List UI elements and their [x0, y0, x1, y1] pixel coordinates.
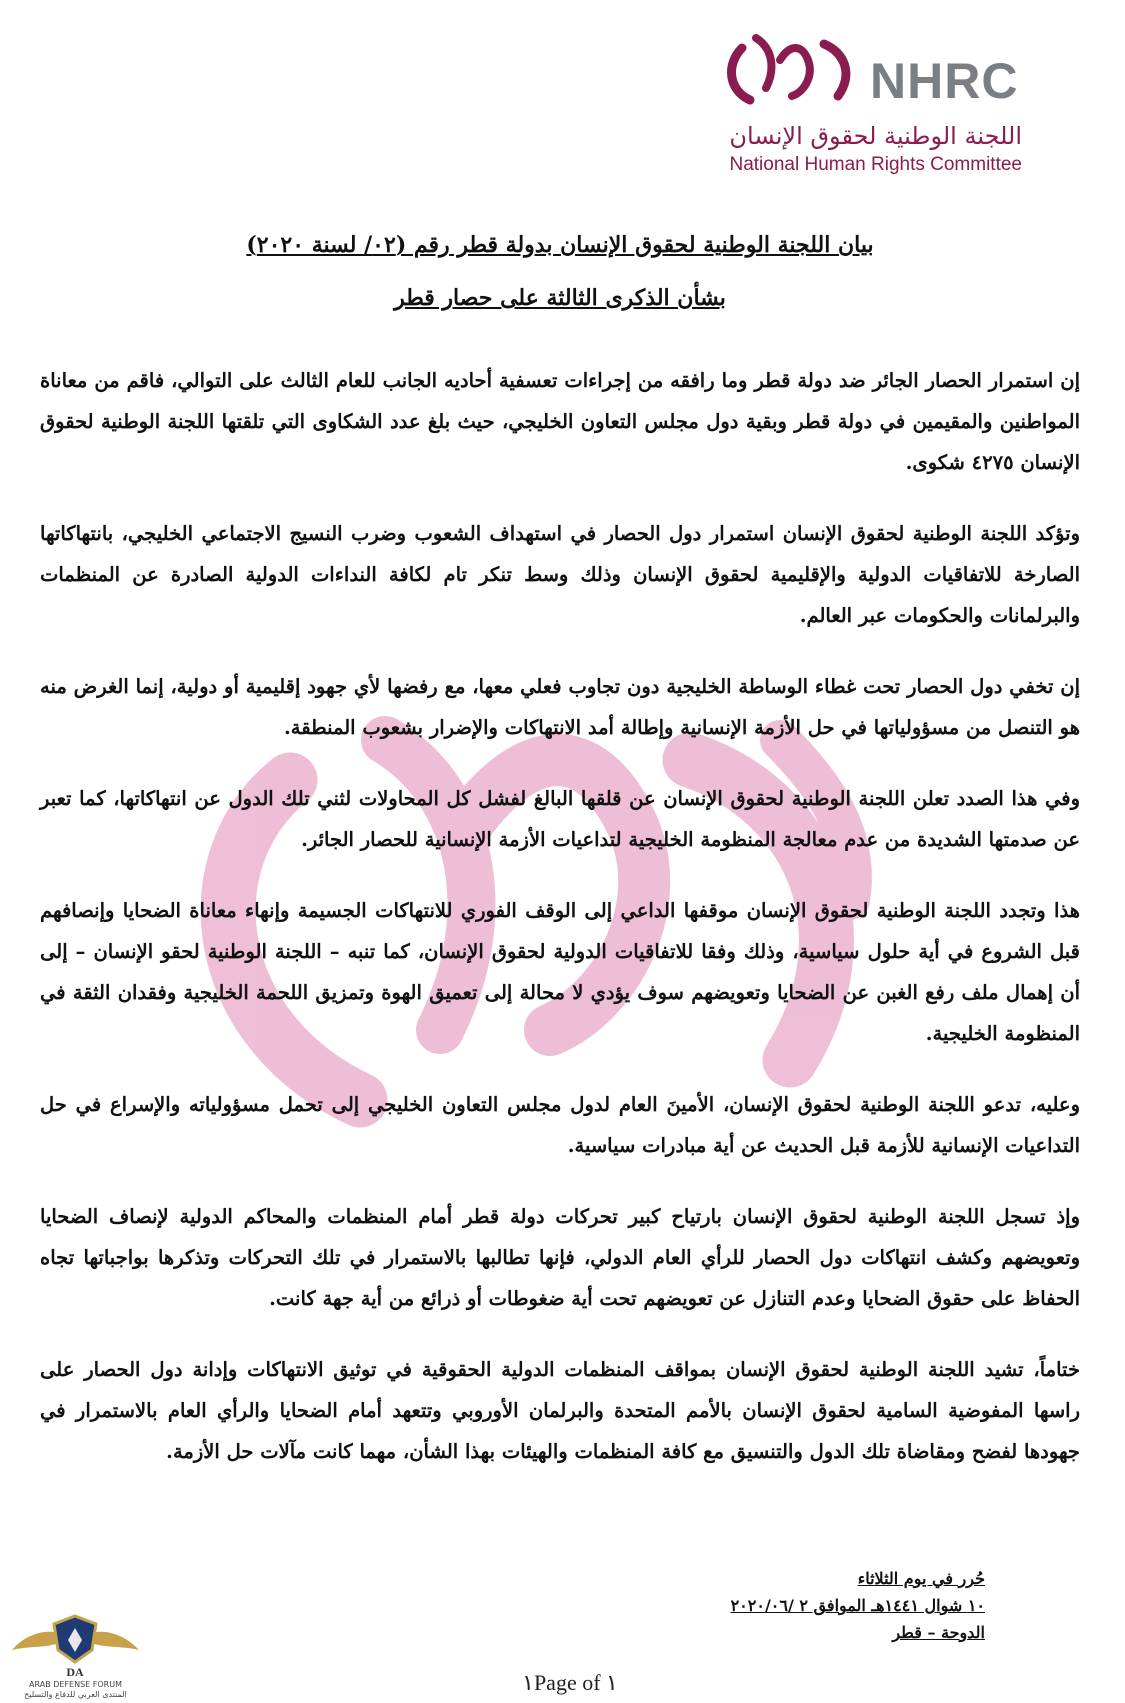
paragraph: وعليه، تدعو اللجنة الوطنية لحقوق الإنسان، الأمينَ العام لدول مجلس التعاون الخليجي إلى تحمل مسؤولياته والإسراع في حل التداعيات الإنسانية للأزمة قبل الحديث عن أية مبادرات سياسية.	[40, 1093, 1080, 1157]
signature-place: الدوحة – قطر	[892, 1623, 985, 1642]
forum-name-arabic: المنتدى العربي للدفاع والتسليح	[24, 1690, 127, 1699]
nhrc-ribbon-icon	[720, 30, 860, 108]
paragraph: وفي هذا الصدد تعلن اللجنة الوطنية لحقوق الإنسان عن قلقها البالغ لفشل كل المحاولات لثني تلك الدول عن انتهاكاتها، كما تعبر عن صدمتها الشديدة من عدم معالجة المنظومة الخليجية لتداعيات الأزمة الإنسانية للحصار الجائر.	[40, 787, 1080, 851]
signature-date: ١٠ شوال ١٤٤١هـ الموافق ٢ /٢٠٢٠/٠٦	[730, 1596, 985, 1615]
committee-name-arabic: اللجنة الوطنية لحقوق الإنسان	[729, 122, 1022, 150]
paragraph: وإذ تسجل اللجنة الوطنية لحقوق الإنسان بارتياح كبير تحركات دولة قطر أمام المنظمات والمحاكم الدولية لإنصاف الضحايا وتعويضهم وكشف انتهاكات دول الحصار للرأي العام الدولي، فإنها تطالبها بالاستمرار في تلك التحركات وتذكرها بواجباتها تجاه الحفاظ على حقوق الضحايا وعدم التنازل عن تعويضهم تحت أية ضغوطات أو ذرائع من أية جهة كانت.	[40, 1205, 1080, 1310]
forum-name-english: ARAB DEFENSE FORUM	[29, 1680, 122, 1689]
paragraph: ختاماً، تشيد اللجنة الوطنية لحقوق الإنسان بمواقف المنظمات الدولية الحقوقية في توثيق الانتهاكات وإدانة دول الحصار على راسها المفوضية السامية لحقوق الإنسان بالأمم المتحدة والبرلمان الأوروبي وتتعهد أمام الضحايا والرأي العام بالاستمرار في جهودها لفضح ومقاضاة تلك الدول والتنسيق مع كافة المنظمات والهيئات بهذا الشأن، مهما كانت مآلات حل الأزمة.	[40, 1358, 1080, 1463]
paragraph: هذا وتجدد اللجنة الوطنية لحقوق الإنسان موقفها الداعي إلى الوقف الفوري للانتهاكات الجسيمة وإنهاء معاناة الضحايا وإنصافهم قبل الشروع في أية حلول سياسية، وذلك وفقا للاتفاقيات الدولية لحقوق الإنسان، كما تنبه – اللجنة الوطنية لحقو الإنسان – إلى أن إهمال ملف رفع الغبن عن الضحايا وتعويضهم سوف يؤدي لا محالة إلى تعميق الهوة وتمزيق اللحمة الخليجية وفقدان الثقة في المنظومة الخليجية.	[40, 899, 1080, 1045]
header-logo	[720, 30, 1030, 180]
statement-body	[40, 360, 1080, 1502]
committee-name-english: National Human Rights Committee	[729, 154, 1022, 175]
forum-watermark-logo	[8, 1610, 143, 1703]
svg-text:DA: DA	[66, 1665, 84, 1679]
signature-block	[625, 1565, 985, 1646]
paragraph: وتؤكد اللجنة الوطنية لحقوق الإنسان استمرار دول الحصار في استهداف الشعوب وضرب النسيج الاجتماعي الخليجي، بانتهاكاتها الصارخة للاتفاقيات الدولية والإقليمية لحقوق الإنسان وذلك وسط تنكر تام لكافة النداءات الدولية الصادرة عن المنظمات والبرلمانات والحكومات عبر العالم.	[40, 522, 1080, 627]
paragraph: إن تخفي دول الحصار تحت غطاء الوساطة الخليجية دون تجاوب فعلي معها، مع رفضها لأي جهود إقليمية أو دولية، إنما الغرض منه هو التنصل من مسؤولياتها في حل الأزمة الإنسانية وإطالة أمد الانتهاكات والإضرار بشعوب المنطقة.	[40, 675, 1080, 739]
statement-subtitle: بشأن الذكرى الثالثة على حصار قطر	[394, 285, 726, 311]
paragraph: إن استمرار الحصار الجائر ضد دولة قطر وما رافقه من إجراءات تعسفية أحاديه الجانب للعام الثالث على التوالي، فاقم من معاناة المواطنين والمقيمين في دولة قطر وبقية دول مجلس التعاون الخليجي، حيث بلغ عدد الشكاوى التي تلقتها اللجنة الوطنية لحقوق الإنسان ٤٢٧٥ شكوى.	[40, 369, 1080, 474]
statement-title: بيان اللجنة الوطنية لحقوق الإنسان بدولة قطر رقم (٠٢/ لسنة ٢٠٢٠)	[246, 232, 874, 258]
nhrc-acronym: NHRC	[870, 53, 1019, 109]
signature-day: حُرر في يوم الثلاثاء	[857, 1569, 985, 1588]
page-number: ١ of ١Page	[522, 1670, 618, 1695]
winged-shield-icon	[8, 1610, 143, 1680]
